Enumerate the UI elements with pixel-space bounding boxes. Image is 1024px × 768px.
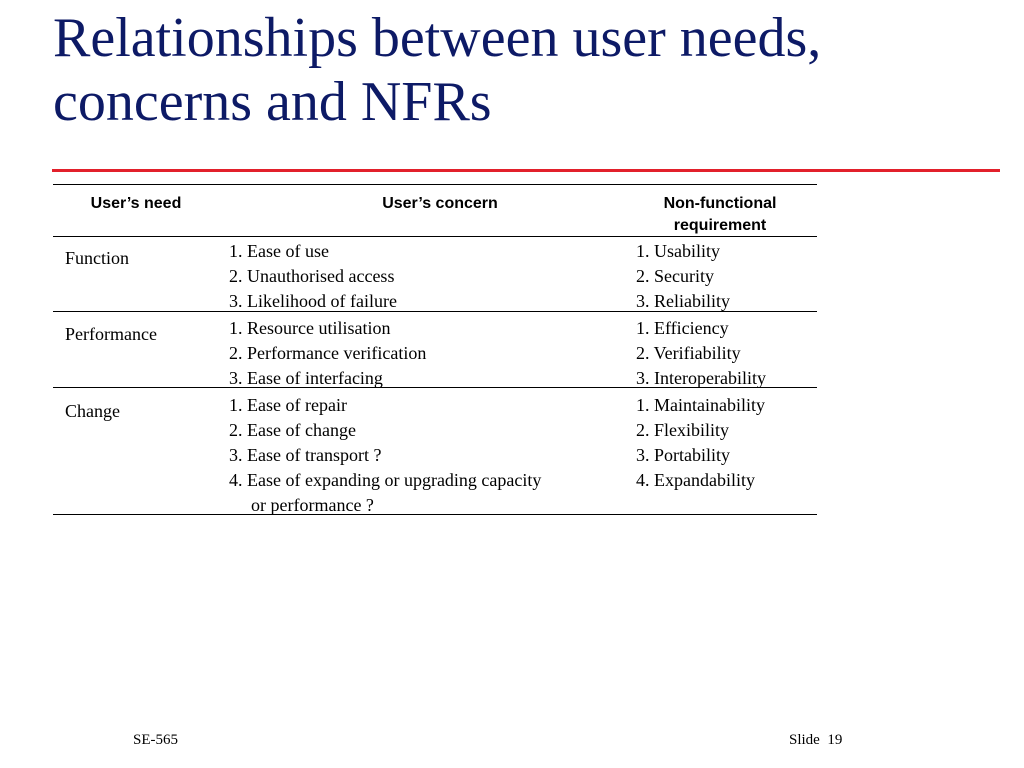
concern-item: 2. Ease of change — [229, 420, 356, 440]
concern-item: 1. Ease of use — [229, 241, 329, 261]
nfr-item: 1. Maintainability — [636, 395, 765, 415]
nfr-item: 3. Reliability — [636, 291, 730, 311]
row-need-performance: Performance — [65, 324, 157, 344]
concern-item: 2. Performance verification — [229, 343, 427, 363]
nfr-item: 3. Portability — [636, 445, 730, 465]
slide-title — [53, 6, 993, 134]
table-top-rule — [53, 184, 817, 185]
row-concerns-function — [229, 239, 397, 314]
nfr-item: 3. Interoperability — [636, 368, 766, 388]
footer-slide-label: Slide — [789, 732, 820, 748]
needs-concerns-nfr-table — [53, 184, 817, 516]
nfr-item: 2. Flexibility — [636, 420, 730, 440]
nfr-item: 1. Efficiency — [636, 318, 729, 338]
nfr-item: 2. Security — [636, 266, 714, 286]
title-underline-rule — [52, 169, 1000, 172]
header-users-concern: User’s concern — [382, 195, 498, 212]
row-need-function: Function — [65, 248, 130, 268]
footer-slide-number — [789, 731, 842, 749]
header-non-functional-requirement — [633, 193, 807, 237]
row-nfrs-change — [636, 393, 765, 493]
footer-slide-value: 19 — [827, 732, 843, 748]
nfr-item: 4. Expandability — [636, 470, 755, 490]
row-concerns-change — [229, 393, 541, 518]
row-concerns-performance — [229, 316, 426, 391]
concern-item: 1. Resource utilisation — [229, 318, 391, 338]
concern-item: 3. Ease of transport ? — [229, 445, 382, 465]
row-need-change: Change — [65, 401, 120, 421]
concern-item: 2. Unauthorised access — [229, 266, 395, 286]
header-users-need: User’s need — [90, 195, 182, 212]
slide-title-line-1: Relationships between user needs, — [53, 7, 822, 69]
slide-title-line-2: concerns and NFRs — [53, 71, 492, 133]
header-nfr-line-1: Non-functional — [663, 195, 777, 212]
concern-item: 3. Ease of interfacing — [229, 368, 383, 388]
concern-item-continuation: or performance ? — [251, 495, 374, 515]
nfr-item: 1. Usability — [636, 241, 720, 261]
concern-item: 3. Likelihood of failure — [229, 291, 397, 311]
concern-item: 4. Ease of expanding or upgrading capacity — [229, 470, 542, 490]
row-nfrs-function — [636, 239, 730, 314]
header-nfr-line-2: requirement — [673, 217, 767, 234]
concern-item: 1. Ease of repair — [229, 395, 347, 415]
footer-course-code: SE-565 — [133, 732, 178, 748]
nfr-item: 2. Verifiability — [636, 343, 741, 363]
row-nfrs-performance — [636, 316, 766, 391]
